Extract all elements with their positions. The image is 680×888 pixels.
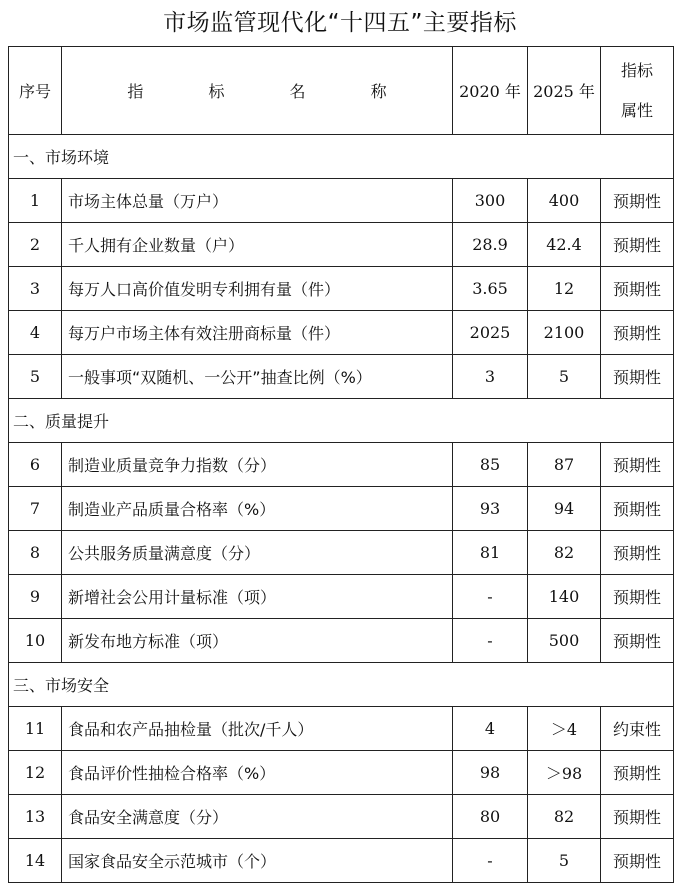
cell-seq: 12 — [9, 751, 62, 795]
table-row — [9, 707, 674, 751]
cell-name: 国家食品安全示范城市（个） — [62, 839, 453, 883]
section-title: 二、质量提升 — [9, 399, 674, 443]
cell-seq: 9 — [9, 575, 62, 619]
table-row — [9, 795, 674, 839]
cell-2025: 140 — [528, 575, 601, 619]
table-row — [9, 179, 674, 223]
cell-seq: 10 — [9, 619, 62, 663]
cell-2020: 28.9 — [453, 223, 528, 267]
cell-name: 千人拥有企业数量（户） — [62, 223, 453, 267]
cell-seq: 14 — [9, 839, 62, 883]
cell-2025: 82 — [528, 795, 601, 839]
cell-2025: 500 — [528, 619, 601, 663]
cell-seq: 4 — [9, 311, 62, 355]
section-row — [9, 135, 674, 179]
cell-2025: 12 — [528, 267, 601, 311]
cell-name: 食品安全满意度（分） — [62, 795, 453, 839]
cell-name: 每万户市场主体有效注册商标量（件） — [62, 311, 453, 355]
cell-seq: 5 — [9, 355, 62, 399]
indicators-table-body — [9, 47, 674, 883]
cell-seq: 11 — [9, 707, 62, 751]
table-row — [9, 443, 674, 487]
cell-seq: 13 — [9, 795, 62, 839]
cell-2020: 85 — [453, 443, 528, 487]
cell-attr: 预期性 — [601, 443, 674, 487]
header-name — [62, 47, 453, 135]
cell-2020: 3.65 — [453, 267, 528, 311]
cell-2025: 2100 — [528, 311, 601, 355]
header-attr-line1: 指标 — [620, 60, 653, 80]
cell-2025: ＞98 — [528, 751, 601, 795]
cell-name: 新增社会公用计量标准（项） — [62, 575, 453, 619]
cell-attr: 预期性 — [601, 311, 674, 355]
cell-attr: 预期性 — [601, 795, 674, 839]
cell-2020: 3 — [453, 355, 528, 399]
cell-2020: 80 — [453, 795, 528, 839]
table-row — [9, 223, 674, 267]
header-seq: 序号 — [9, 47, 62, 135]
document-title: 市场监管现代化“十四五”主要指标 — [163, 10, 517, 36]
header-name-text: 指 标 名 称 — [127, 82, 417, 101]
cell-seq: 3 — [9, 267, 62, 311]
cell-2025: 87 — [528, 443, 601, 487]
cell-2020: 98 — [453, 751, 528, 795]
cell-name: 一般事项“双随机、一公开”抽查比例（%） — [62, 355, 453, 399]
cell-attr: 预期性 — [601, 839, 674, 883]
table-row — [9, 355, 674, 399]
cell-2025: 42.4 — [528, 223, 601, 267]
cell-seq: 2 — [9, 223, 62, 267]
cell-attr: 预期性 — [601, 267, 674, 311]
section-title: 一、市场环境 — [9, 135, 674, 179]
cell-name: 新发布地方标准（项） — [62, 619, 453, 663]
cell-name: 食品评价性抽检合格率（%） — [62, 751, 453, 795]
cell-attr: 预期性 — [601, 179, 674, 223]
cell-2020: 4 — [453, 707, 528, 751]
header-2020: 2020 年 — [453, 47, 528, 135]
table-row — [9, 575, 674, 619]
cell-2020: 93 — [453, 487, 528, 531]
cell-name: 制造业产品质量合格率（%） — [62, 487, 453, 531]
table-row — [9, 619, 674, 663]
cell-2020: 300 — [453, 179, 528, 223]
header-2025: 2025 年 — [528, 47, 601, 135]
cell-seq: 7 — [9, 487, 62, 531]
cell-attr: 预期性 — [601, 487, 674, 531]
header-attr-line2: 属性 — [620, 100, 653, 120]
cell-2020: - — [453, 575, 528, 619]
table-row — [9, 751, 674, 795]
table-header-row — [9, 47, 674, 135]
indicators-table — [8, 46, 674, 883]
cell-attr: 预期性 — [601, 751, 674, 795]
table-row — [9, 839, 674, 883]
cell-2025: 400 — [528, 179, 601, 223]
cell-attr: 预期性 — [601, 223, 674, 267]
cell-attr: 预期性 — [601, 619, 674, 663]
cell-name: 市场主体总量（万户） — [62, 179, 453, 223]
section-title: 三、市场安全 — [9, 663, 674, 707]
cell-name: 每万人口高价值发明专利拥有量（件） — [62, 267, 453, 311]
table-row — [9, 531, 674, 575]
cell-2020: 2025 — [453, 311, 528, 355]
cell-seq: 6 — [9, 443, 62, 487]
cell-2025: 82 — [528, 531, 601, 575]
cell-2020: 81 — [453, 531, 528, 575]
cell-name: 食品和农产品抽检量（批次/千人） — [62, 707, 453, 751]
cell-2020: - — [453, 619, 528, 663]
cell-seq: 1 — [9, 179, 62, 223]
cell-attr: 约束性 — [601, 707, 674, 751]
header-attr — [601, 47, 674, 135]
cell-2025: 5 — [528, 839, 601, 883]
cell-name: 制造业质量竞争力指数（分） — [62, 443, 453, 487]
cell-2025: ＞4 — [528, 707, 601, 751]
cell-attr: 预期性 — [601, 355, 674, 399]
cell-2025: 94 — [528, 487, 601, 531]
cell-seq: 8 — [9, 531, 62, 575]
cell-name: 公共服务质量满意度（分） — [62, 531, 453, 575]
cell-attr: 预期性 — [601, 531, 674, 575]
table-row — [9, 487, 674, 531]
section-row — [9, 399, 674, 443]
cell-2025: 5 — [528, 355, 601, 399]
table-row — [9, 267, 674, 311]
cell-attr: 预期性 — [601, 575, 674, 619]
table-row — [9, 311, 674, 355]
section-row — [9, 663, 674, 707]
cell-2020: - — [453, 839, 528, 883]
